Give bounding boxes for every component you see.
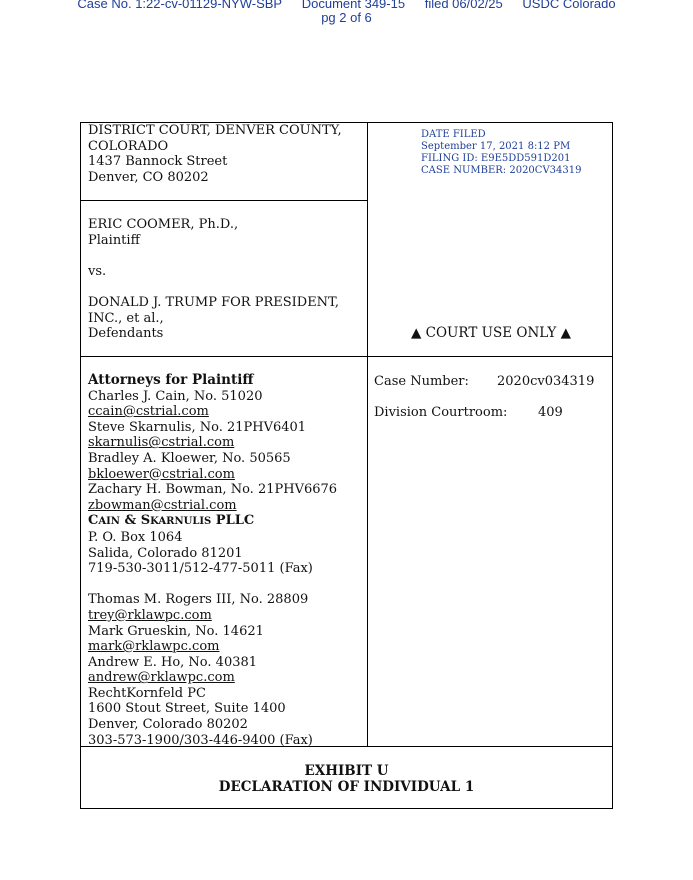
- firm-address-line: 719-530-3011/512-477-5011 (Fax): [88, 561, 313, 577]
- attorney-email-link[interactable]: mark@rklawpc.com: [88, 639, 220, 655]
- caption-divider: [81, 356, 612, 357]
- column-divider: [367, 123, 368, 747]
- division-courtroom-label: Division Courtroom:: [374, 405, 508, 420]
- court-name: DISTRICT COURT, DENVER COUNTY,: [88, 123, 342, 138]
- attorney-line: Thomas M. Rogers III, No. 28809: [88, 592, 309, 608]
- court-block: [88, 123, 364, 185]
- parties-block: [88, 217, 364, 342]
- attorney-email-link[interactable]: zbowman@cstrial.com: [88, 497, 237, 513]
- efiling-stamp: [421, 129, 611, 177]
- attorney-email-link[interactable]: bkloewer@cstrial.com: [88, 466, 235, 482]
- attorney-list-1: [88, 389, 364, 514]
- ecf-header-stamp: [0, 0, 693, 25]
- firm-address: [88, 530, 364, 577]
- attorney-email-link[interactable]: skarnulis@cstrial.com: [88, 435, 235, 451]
- court-city: Denver, CO 80202: [88, 169, 209, 185]
- case-info-block: [374, 374, 612, 421]
- attorney-list-2: [88, 592, 364, 748]
- plaintiff-name: ERIC COOMER, Ph.D.,: [88, 217, 239, 232]
- attorney-email-link[interactable]: trey@rklawpc.com: [88, 607, 212, 623]
- document-number-stamp: Document 349-15: [301, 0, 406, 11]
- attorneys-block: [88, 373, 364, 748]
- versus: vs.: [88, 263, 107, 279]
- attorney-line: 303-573-1900/303-446-9400 (Fax): [88, 732, 313, 748]
- attorney-email-link[interactable]: andrew@rklawpc.com: [88, 670, 235, 686]
- attorney-line: RechtKornfeld PC: [88, 685, 206, 701]
- attorney-line: Charles J. Cain, No. 51020: [88, 388, 263, 404]
- attorney-line: Mark Grueskin, No. 14621: [88, 623, 264, 639]
- filed-date-stamp: filed 06/02/25: [424, 0, 503, 11]
- attorney-line: Bradley A. Kloewer, No. 50565: [88, 450, 291, 466]
- filing-case-number: CASE NUMBER: 2020CV34319: [421, 165, 582, 176]
- plaintiff-role: Plaintiff: [88, 232, 140, 248]
- court-street: 1437 Bannock Street: [88, 154, 228, 170]
- court-divider: [81, 200, 368, 201]
- firm-address-line: P. O. Box 1064: [88, 529, 183, 545]
- defendant-name: DONALD J. TRUMP FOR PRESIDENT,: [88, 294, 339, 310]
- court-use-only: ▲ COURT USE ONLY ▲: [410, 325, 571, 341]
- exhibit-label: EXHIBIT U: [304, 763, 389, 779]
- attorney-email-link[interactable]: ccain@cstrial.com: [88, 404, 209, 420]
- attorney-line: Steve Skarnulis, No. 21PHV6401: [88, 419, 307, 435]
- firm-name: CAIN & SKARNULIS PLLC: [88, 513, 255, 529]
- caption-table: [80, 122, 613, 809]
- attorney-line: Zachary H. Bowman, No. 21PHV6676: [88, 482, 338, 498]
- case-number-value: 2020cv034319: [497, 374, 595, 389]
- case-number-stamp: Case No. 1:22-cv-01129-NYW-SBP: [77, 0, 283, 11]
- firm-address-line: Salida, Colorado 81201: [88, 545, 243, 561]
- filing-id: FILING ID: E9E5DD591D201: [421, 153, 571, 164]
- page-number-stamp: pg 2 of 6: [321, 10, 372, 25]
- date-filed-value: September 17, 2021 8:12 PM: [421, 141, 571, 152]
- division-courtroom-value: 409: [538, 405, 563, 420]
- date-filed-label: DATE FILED: [421, 129, 486, 140]
- court-stamp: USDC Colorado: [522, 0, 616, 11]
- defendant-name-cont: INC., et al.,: [88, 310, 164, 326]
- attorneys-heading: Attorneys for Plaintiff: [88, 372, 254, 388]
- court-state: COLORADO: [88, 138, 169, 154]
- exhibit-description: DECLARATION OF INDIVIDUAL 1: [218, 779, 475, 795]
- attorney-line: Andrew E. Ho, No. 40381: [88, 654, 258, 670]
- attorney-line: 1600 Stout Street, Suite 1400: [88, 701, 286, 717]
- defendant-role: Defendants: [88, 326, 164, 342]
- exhibit-title: [81, 763, 612, 795]
- attorney-line: Denver, Colorado 80202: [88, 717, 248, 733]
- case-number-label: Case Number:: [374, 374, 469, 389]
